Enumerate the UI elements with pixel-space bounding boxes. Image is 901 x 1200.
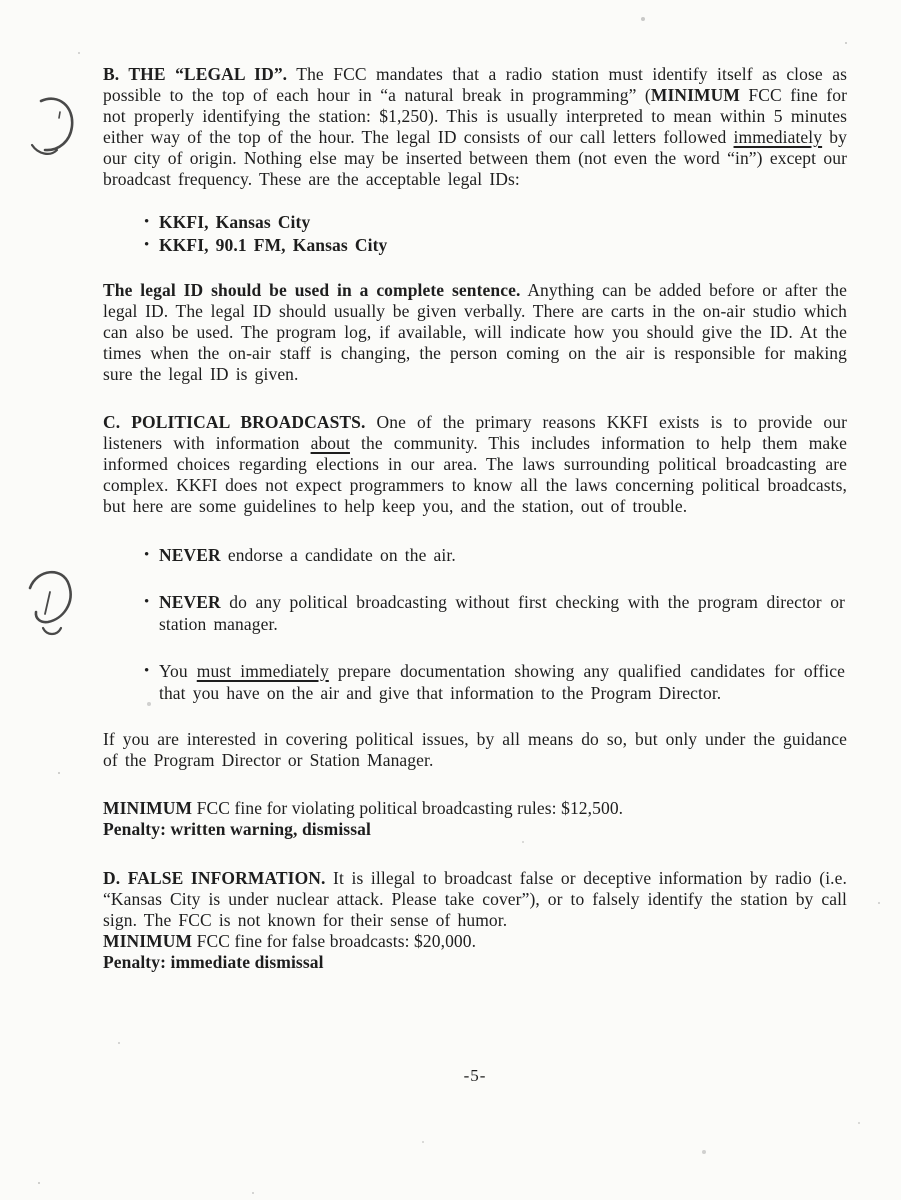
text-run: The legal ID should be used in a complete sentence. [103,280,521,300]
text-run: If you are interested in covering political issues, by all means do so, but only under the guidance of the Program Director or Station Manager. [103,728,847,770]
document-body [103,64,847,1000]
list-item [103,234,847,257]
paragraph-covering-political-issues [103,729,847,771]
list-item-text [159,544,847,567]
bullet-icon: • [144,214,150,230]
text-run: Anything can be added before or after the legal ID. The legal ID should usually be given verbally. There are carts in the on-air studio which can also be used. The program log, if available, will indicate how you should give the ID. At the times when the on-air staff is changing, the person coming on the air is responsible for making sure the legal ID is given. [103,280,847,384]
text-run: MINIMUM [103,930,193,951]
paragraph-legal-id [103,64,847,190]
legal-id-list [103,211,847,256]
text-run: The FCC mandates that a radio station must identify itself as close as possible to the top of each hour in “a natural break in programming” ( [103,64,847,105]
text-run: B. THE “LEGAL ID”. [103,64,288,84]
false-info-fine-block [103,931,847,974]
text-run: MINIMUM [650,85,740,105]
text-run: NEVER [159,591,221,612]
list-item-text [159,660,847,705]
pen-scribble-icon [14,88,94,178]
text-run: NEVER [159,545,221,565]
text-run: FCC fine for violating political broadcasting rules: $12,500. [192,797,624,818]
paragraph-complete-sentence [103,280,847,385]
list-item-text [159,211,847,234]
list-item [103,211,847,234]
paragraph-political-broadcasts [103,412,847,517]
paragraph-false-information [103,868,847,931]
text-run: the community. This includes information to help them make informed choices regarding elections in our area. The laws surrounding political broadcasting are complex. KKFI does not expect programmers to know all the laws concerning political broadcasts, but here are some guidelines to help keep you, and the station, out of trouble. [103,433,848,516]
text-run: D. FALSE INFORMATION. [103,867,326,888]
text-run: MINIMUM [103,797,193,818]
text-run: C. POLITICAL BROADCASTS. [103,412,366,432]
list-item-text [159,591,847,636]
text-run: Penalty: immediate dismissal [103,952,324,972]
political-fine-block [103,798,847,841]
text-run: must immediately [196,660,329,681]
minimum-fine-political [103,798,847,820]
text-run: It is illegal to broadcast false or deceptive information by radio (i.e. “Kansas City is under nuclear attack. Please take cover”), or to falsely identify the station by call sign. The FCC is not known for their sense of humor. [103,867,847,930]
text-run: about [310,433,350,453]
text-run: One of the primary reasons KKFI exists is to provide our listeners with information [103,412,847,453]
penalty-political [103,819,847,841]
text-run: FCC fine for false broadcasts: $20,000. [192,930,477,951]
list-item [103,544,847,567]
penalty-false [103,952,847,974]
page-footer [103,1066,847,1086]
bullet-icon: • [144,236,150,253]
text-run: endorse a candidate on the air. [220,545,456,565]
bullet-icon: • [144,662,150,679]
scan-noise [0,0,2,2]
bullet-icon: • [144,547,150,563]
pen-scribble-icon [8,556,92,652]
text-run: You [159,660,197,681]
text-run: KKFI, 90.1 FM, Kansas City [159,234,388,255]
list-item-text [159,234,847,257]
text-run: prepare documentation showing any qualified candidates for office that you have on the air and give that information to the Program Director. [159,660,845,703]
page-number: -5- [463,1066,487,1085]
text-run: Penalty: written warning, dismissal [103,819,371,839]
text-run: FCC fine for not properly identifying the station: $1,250). This is usually interpreted to mean within 5 minutes either way of the top of the hour. The legal ID consists of our call letters followed [103,85,847,147]
text-run: by our city of origin. Nothing else may be inserted between them (not even the word “in”) except our broadcast frequency. These are the acceptable legal IDs: [103,127,847,189]
text-run: KKFI, Kansas City [159,212,311,232]
text-run: do any political broadcasting without first checking with the program director or station manager. [159,591,845,634]
text-run: immediately [733,127,823,147]
political-rules-list [103,544,847,705]
minimum-fine-false [103,931,847,953]
bullet-icon: • [144,593,150,610]
list-item [103,591,847,636]
list-item [103,660,847,705]
